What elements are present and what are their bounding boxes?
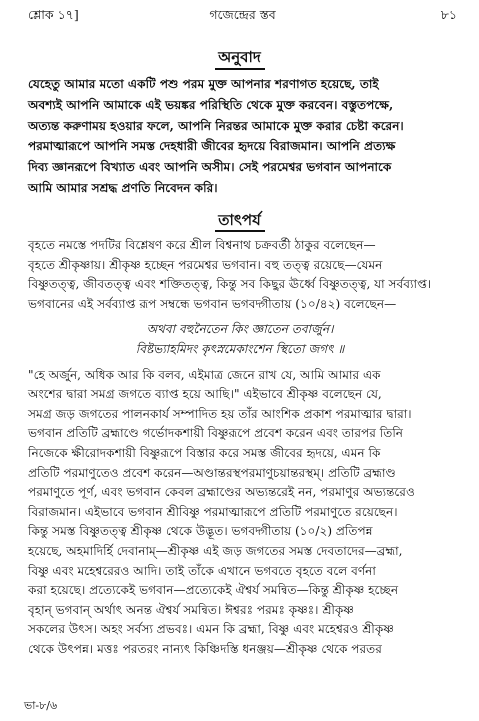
translation-line: আমি আমার সশ্রদ্ধ প্রণতি নিবেদন করি। [28, 180, 218, 195]
translation-line: যেহেতু আমার মতো একটি পশু পরম মুক্ত আপনার শরণাগত হয়েছে, তাই [28, 77, 379, 91]
verse-reference: শ্লোক ১৭] [28, 7, 79, 22]
translation-line: দিব্য জ্ঞানরূপে বিখ্যাত এবং আপনি অসীম। সেই পরমেশ্বর ভগবান আপনাকে [28, 160, 392, 175]
purport-line: সকলের উৎস। অহং সর্বস্য প্রভবঃ। এমন কি ব্রহ্মা, বিষ্ণু এবং মহেশ্বরও শ্রীকৃষ্ণ [28, 622, 394, 637]
purport-line: বিষ্ণুতত্ত্ব, জীবতত্ত্ব এবং শক্তিতত্ত্ব, কিন্তু সব কিছুর ঊর্ধ্বে বিষ্ণুতত্ত্ব, যা সর্বব্যাপ্ত। [28, 277, 432, 292]
translation-line: অবশ্যই আপনি আমাকে এই ভয়ঙ্কর পরিস্থিতি থেকে মুক্ত করবেন। বস্তুতপক্ষে, [28, 97, 394, 112]
translation-text [28, 74, 452, 199]
purport-line: অংশের দ্বারা সমগ্র জগতে ব্যাপ্ত হয়ে আছি।" এইভাবে শ্রীকৃষ্ণ বলেছেন যে, [28, 387, 382, 402]
purport-line: থেকে উৎপন্ন। মত্তঃ পরতরং নান্যৎ কিঞ্চিদস্তি ধনঞ্জয়—শ্রীকৃষ্ণ থেকে পরতর [28, 641, 382, 656]
purport-line: বিষ্ণু এবং মহেশ্বরেরও আদি। তাই তাঁকে এখানে ভগবতে বৃহতে বলে বর্ণনা [28, 563, 376, 578]
purport-line: বিরাজমান। এইভাবে ভগবান শ্রীবিষ্ণু পরমাত্মারূপে প্রতিটি পরমাণুতে রয়েছেন। [28, 504, 398, 519]
page-number: ৮১ [440, 7, 457, 22]
purport-line: প্রতিটি পরমাণুতেও প্রবেশ করেন—অণ্ডান্তরস্থপরমাণুচয়ান্তরস্থম্। প্রতিটি ব্রহ্মাণ্ড [28, 465, 396, 480]
translation-line: অত্যন্ত করুণাময় হওয়ার ফলে, আপনি নিরন্তর আমাকে মুক্ত করার চেষ্টা করেন। [28, 118, 404, 133]
translation-heading-underline [215, 68, 265, 70]
purport-line: নিজেকে ক্ষীরোদকশায়ী বিষ্ণুরূপে বিস্তার করে সমস্ত জীবের হৃদয়ে, এমন কি [28, 445, 381, 460]
purport-line: করা হয়েছে। প্রত্যেকেই ভগবান—প্রত্যেকেই ঐশ্বর্য সমন্বিত—কিন্তু শ্রীকৃষ্ণ হচ্ছেন [28, 583, 399, 598]
running-header [28, 6, 457, 28]
chapter-title: গজেন্দ্রের স্তব [209, 7, 276, 22]
sanskrit-quote-line: অথবা বহুনৈতেন কিং জ্ঞাতেন তবার্জুন। [146, 322, 334, 337]
purport-line: ভগবানের এই সর্বব্যাপ্ত রূপ সম্বন্ধে ভগবান ভগবদ্গীতায় (১০/৪২) বলেছেন— [28, 296, 397, 311]
purport-line: ভগবান প্রতিটি ব্রহ্মাণ্ডে গর্ভোদকশায়ী বিষ্ণুরূপে প্রবেশ করেন এবং তারপর তিনি [28, 426, 403, 441]
purport-line: বৃহান্ ভগবান্ অর্থাৎ অনন্ত ঐশ্বর্য সমন্বিত। ঈশ্বরঃ পরমঃ কৃষ্ণঃ। শ্রীকৃষ্ণ [28, 602, 354, 617]
purport-line: সমগ্র জড় জগতের পালনকার্য সম্পাদিত হয় তাঁর আংশিক প্রকাশ পরমাত্মার দ্বারা। [28, 406, 412, 421]
purport-line: বৃহতে শ্রীকৃষ্ণায়। শ্রীকৃষ্ণ হচ্ছেন পরমেশ্বর ভগবান। বহু তত্ত্ব রয়েছে—যেমন [28, 257, 383, 272]
translation-heading: অনুবাদ [218, 48, 261, 66]
purport-line: বৃহতে নমস্তে পদটির বিশ্লেষণ করে শ্রীল বিশ্বনাথ চক্রবর্তী ঠাকুর বলেছেন— [28, 238, 376, 252]
folio-mark: ভা-৮/৬ [24, 699, 58, 712]
purport-line: "হে অর্জুন, অধিক আর কি বলব, এইমাত্র জেনে রাখ যে, আমি আমার এক [28, 367, 381, 382]
purport-line: পরমাণুতে পূর্ণ, এবং ভগবান কেবল ব্রহ্মাণ্ডের অভ্যন্তরেই নন, পরমাণুর অভ্যন্তরেও [28, 485, 415, 500]
purport-heading: তাৎপর্য [218, 211, 261, 229]
purport-line: হয়েছে, অহমাদির্হি দেবানাম্—শ্রীকৃষ্ণ এই জড় জগতের সমস্ত দেবতাদের—ব্রহ্মা, [28, 543, 403, 558]
purport-heading-underline [215, 230, 265, 232]
translation-line: পরমাত্মারূপে আপনি সমস্ত দেহধারী জীবের হৃদয়ে বিরাজমান। আপনি প্রত্যক্ষ [28, 139, 396, 154]
sanskrit-quote-line: বিষ্টভ্যাহমিদং কৃৎস্নমেকাংশেন স্থিতো জগৎ ॥ [135, 341, 345, 356]
purport-text [28, 236, 452, 659]
purport-line: কিন্তু সমস্ত বিষ্ণুতত্ত্ব শ্রীকৃষ্ণ থেকে উদ্ভূত। ভগবদ্গীতায় (১০/২) প্রতিপন্ন [28, 524, 373, 539]
